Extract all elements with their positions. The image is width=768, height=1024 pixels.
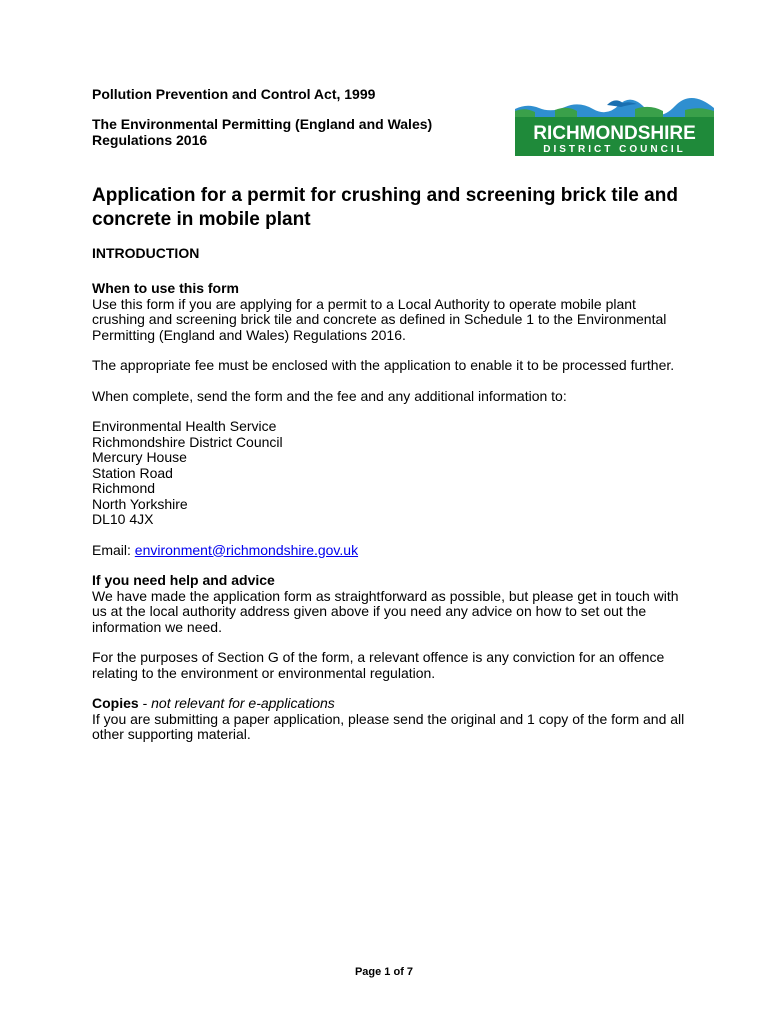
- logo-name-line-1: RICHMONDSHIRE: [533, 123, 696, 144]
- email-label: Email:: [92, 541, 135, 558]
- email-link[interactable]: environment@richmondshire.gov.uk: [134, 541, 359, 558]
- address-line: North Yorkshire: [92, 495, 188, 512]
- email-line: [92, 543, 692, 559]
- when-heading: When to use this form: [92, 280, 239, 296]
- copies-heading: Copies: [92, 695, 139, 711]
- address-line: Mercury House: [92, 449, 187, 465]
- council-logo: [515, 95, 714, 156]
- address-line: Richmond: [92, 480, 156, 496]
- help-heading: If you need help and advice: [92, 572, 275, 588]
- address-line: DL10 4JX: [92, 511, 154, 527]
- page-title: Application for a permit for crushing and screening brick tile and concrete in mobile plant: [92, 185, 678, 230]
- regulations-line-1: The Environmental Permitting (England and Wales): [92, 116, 433, 132]
- regulations-line-2: Regulations 2016: [92, 132, 208, 148]
- section-g-paragraph: For the purposes of Section G of the form, a relevant offence is any conviction for an offence relating to the environment or environmental regulation.: [92, 649, 665, 681]
- page-number: Page 1 of 7: [354, 966, 414, 978]
- introduction-heading: INTRODUCTION: [92, 245, 200, 261]
- logo-name-line-2: DISTRICT COUNCIL: [543, 144, 686, 155]
- address-line: Richmondshire District Council: [92, 433, 283, 450]
- postal-address: [92, 419, 692, 528]
- address-line: Station Road: [92, 464, 173, 481]
- when-paragraph: Use this form if you are applying for a permit to a Local Authority to operate mobile plant crushing and screening brick tile and concrete as defined in Schedule 1 to the Environmental Permitting (England and Wales) Regulations 2016.: [92, 295, 667, 343]
- help-paragraph: We have made the application form as straightforward as possible, but please get in touch with us at the local authority address given above if you need any advice on how to set out the information we need.: [92, 587, 679, 635]
- header-block: [92, 86, 492, 148]
- introduction-section: [92, 244, 692, 743]
- act-title: Pollution Prevention and Control Act, 1999: [92, 86, 376, 102]
- copies-separator: -: [138, 695, 152, 711]
- copies-paragraph: If you are submitting a paper application, please send the original and 1 copy of the form and all other supporting material.: [92, 710, 685, 742]
- copies-heading-line: [92, 696, 692, 712]
- address-line: Environmental Health Service: [92, 418, 277, 434]
- send-paragraph: When complete, send the form and the fee and any additional information to:: [92, 387, 567, 404]
- regulations-title: [92, 116, 492, 148]
- fee-paragraph: The appropriate fee must be enclosed with the application to enable it to be processed further.: [92, 357, 675, 373]
- copies-note: not relevant for e-applications: [151, 695, 335, 711]
